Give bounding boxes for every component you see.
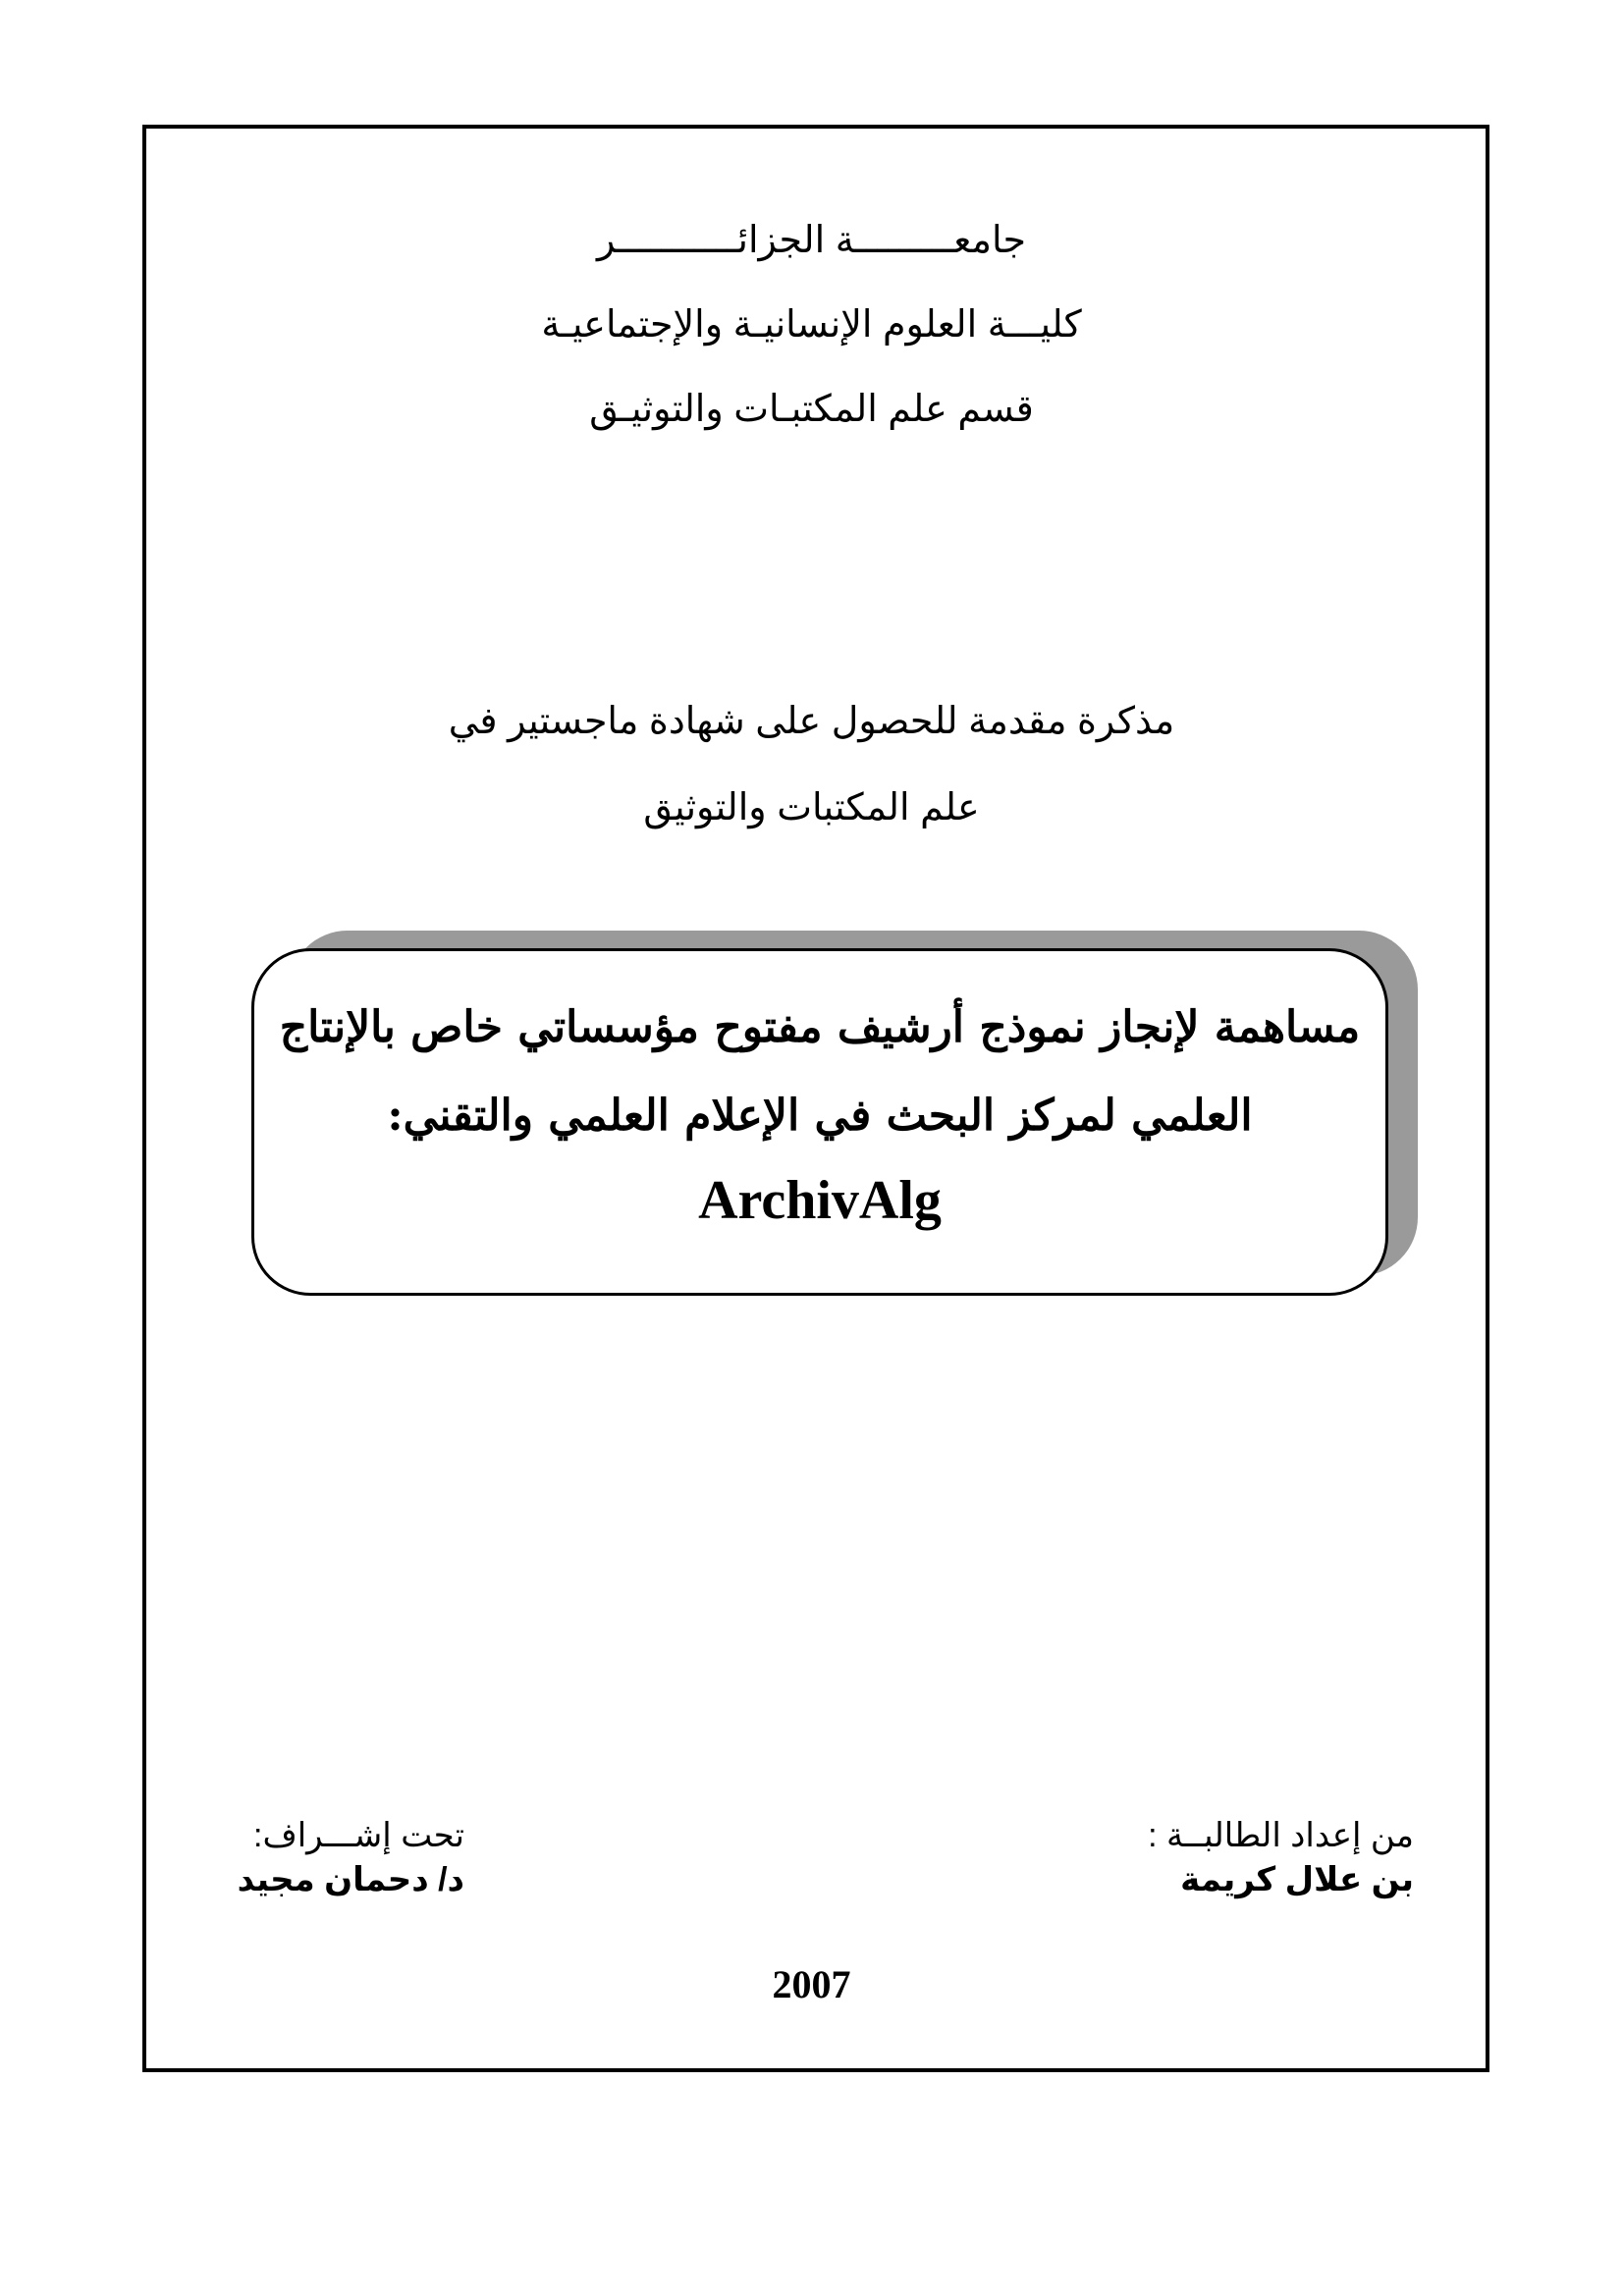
student-name: بن علال كريمة <box>1180 1861 1414 1898</box>
university-name: جامعـــــــــة الجزائـــــــــــر <box>596 220 1027 261</box>
thesis-title-line-1: مساهمة لإنجاز نموذج أرشيف مفتوح مؤسساتي خاص بالإنتاج <box>279 1002 1361 1052</box>
supervisor-block <box>238 1814 464 1902</box>
student-label: من إعداد الطالبــة : <box>1148 1817 1414 1854</box>
faculty-name: كليـــة العلوم الإنسانيـة والإجتماعيـة <box>541 304 1082 346</box>
student-block <box>1148 1814 1414 1902</box>
thesis-title-line-3: ArchivAlg <box>698 1170 942 1231</box>
thesis-field: علم المكتبات والتوثيق <box>643 787 980 828</box>
supervisor-name: د/ دحمان مجيد <box>237 1861 464 1898</box>
thesis-purpose: مذكرة مقدمة للحصول على شهادة ماجستير في <box>448 701 1175 742</box>
thesis-year: 2007 <box>772 1962 851 2006</box>
supervisor-label: تحت إشـــراف: <box>253 1817 464 1854</box>
thesis-title-line-2: العلمي لمركز البحث في الإعلام العلمي والتقني: <box>387 1091 1253 1141</box>
title-box <box>251 948 1388 1296</box>
department-name: قسم علم المكتبـات والتوثيـق <box>589 389 1034 430</box>
